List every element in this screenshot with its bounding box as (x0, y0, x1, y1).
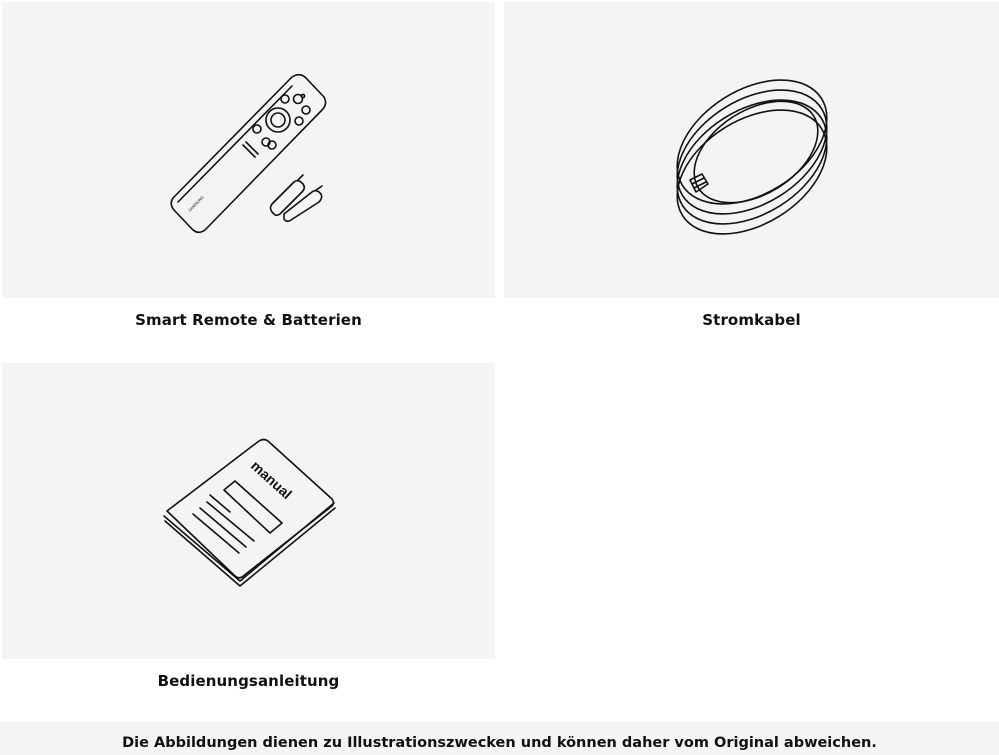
remote-and-batteries-illustration (2, 2, 495, 298)
manual-illustration (2, 363, 495, 659)
svg-text:SAMSUNG: SAMSUNG (187, 194, 205, 213)
manual-cover-text: manual (247, 457, 296, 503)
disclaimer-bar (0, 722, 999, 755)
remote-card-image (2, 2, 495, 298)
disclaimer-text: Die Abbildungen dienen zu Illustrationszwecken und können daher vom Original abweichen. (122, 735, 877, 751)
cable-caption: Stromkabel (702, 311, 801, 329)
power-cable-illustration (504, 2, 999, 298)
cable-card-image (504, 2, 999, 298)
manual-card-image (2, 363, 495, 659)
manual-caption: Bedienungsanleitung (157, 672, 340, 690)
remote-caption: Smart Remote & Batterien (135, 311, 362, 329)
